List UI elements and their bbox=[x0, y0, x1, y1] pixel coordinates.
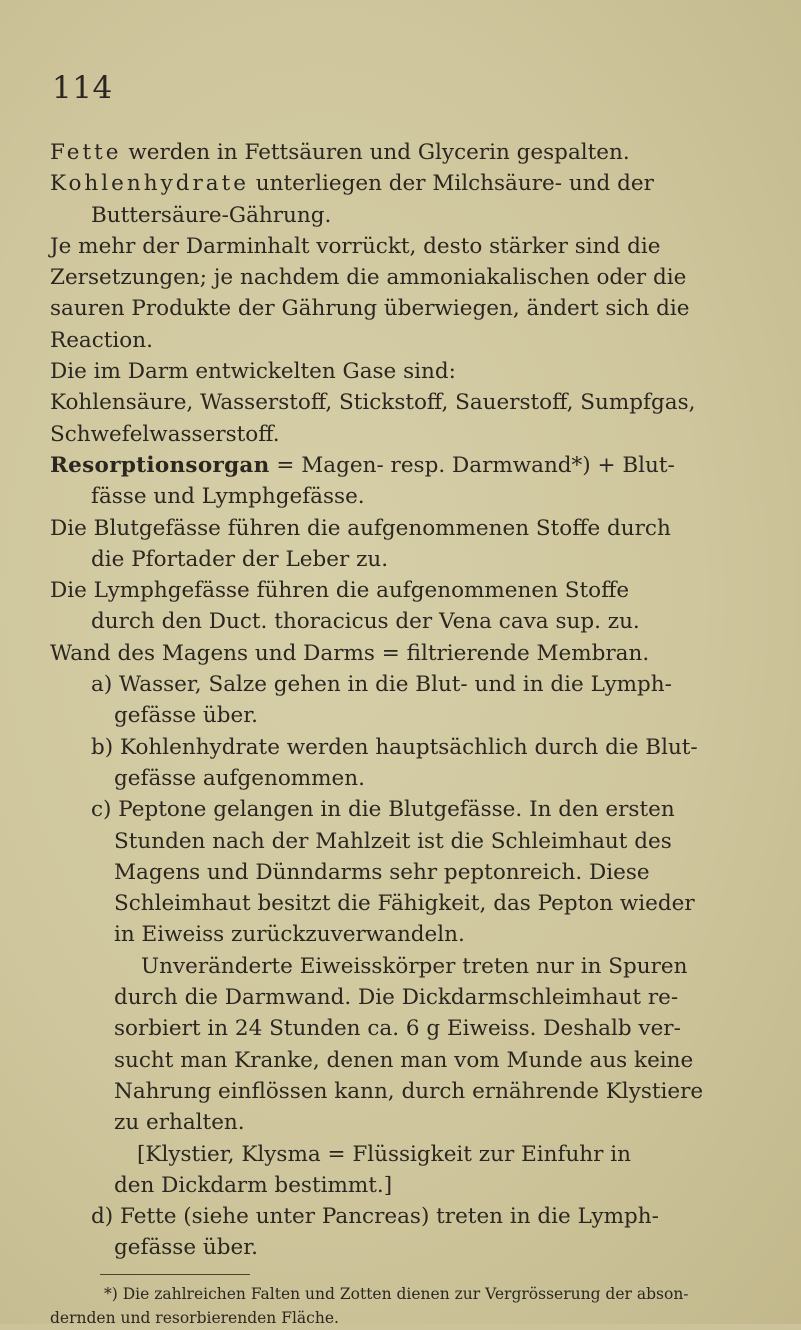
text-line: Die im Darm entwickelten Gase sind: bbox=[50, 359, 456, 385]
footnote bbox=[50, 1282, 790, 1330]
term-fette: Fette bbox=[50, 140, 122, 165]
text-line: Die Blutgefässe führen die aufgenommenen Stoffe durch bbox=[50, 515, 671, 541]
text-line: fässe und Lymphgefässe. bbox=[91, 484, 365, 510]
text-line: sucht man Kranke, denen man vom Munde aus keine bbox=[114, 1047, 694, 1073]
text-line: Resorptionsorgan = Magen- resp. Darmwand*) + Blut- bbox=[50, 452, 675, 478]
text-line: den Dickdarm bestimmt.] bbox=[114, 1172, 393, 1198]
text-line: gefässe aufgenommen. bbox=[114, 765, 365, 791]
text-line: Stunden nach der Mahlzeit ist die Schleimhaut des bbox=[114, 828, 672, 854]
term-kohlenhydrate: Kohlenhydrate bbox=[50, 171, 249, 197]
page-text bbox=[50, 137, 790, 1264]
text-line: Die Lymphgefässe führen die aufgenommenen Stoffe bbox=[50, 578, 630, 604]
text-line: sauren Produkte der Gährung überwiegen, ändert sich die bbox=[50, 296, 690, 322]
text-line: Nahrung einflössen kann, durch ernährende Klystiere bbox=[114, 1078, 704, 1104]
page-number: 114 bbox=[52, 70, 113, 106]
text-line: Schleimhaut besitzt die Fähigkeit, das Pepton wieder bbox=[114, 891, 695, 917]
text-line: Schwefelwasserstoff. bbox=[50, 421, 280, 447]
text-line: [Klystier, Klysma = Flüssigkeit zur Einfuhr in bbox=[137, 1141, 631, 1167]
list-item-b: b) Kohlenhydrate werden hauptsächlich durch die Blut- bbox=[91, 734, 698, 760]
text-line: Buttersäure-Gährung. bbox=[91, 202, 332, 228]
text-line: Je mehr der Darminhalt vorrückt, desto stärker sind die bbox=[50, 233, 661, 259]
text-line: Magens und Dünndarms sehr peptonreich. Diese bbox=[114, 859, 650, 885]
footnote-line: dernden und resorbierenden Fläche. bbox=[50, 1308, 339, 1327]
text-line: Kohlenhydrate unterliegen der Milchsäure- und der bbox=[50, 171, 654, 197]
text-line: Kohlensäure, Wasserstoff, Stickstoff, Sauerstoff, Sumpfgas, bbox=[50, 390, 696, 416]
footnote-rule bbox=[100, 1274, 250, 1275]
text-line: gefässe über. bbox=[114, 1235, 258, 1261]
text-line: zu erhalten. bbox=[114, 1110, 245, 1136]
text-line: durch den Duct. thoracicus der Vena cava sup. zu. bbox=[91, 609, 640, 635]
text-line: sorbiert in 24 Stunden ca. 6 g Eiweiss. Deshalb ver- bbox=[114, 1016, 681, 1042]
text-line: gefässe über. bbox=[114, 703, 258, 729]
text-line: durch die Darmwand. Die Dickdarmschleimhaut re- bbox=[114, 985, 679, 1011]
list-item-d: d) Fette (siehe unter Pancreas) treten in die Lymph- bbox=[91, 1204, 659, 1230]
list-item-a: a) Wasser, Salze gehen in die Blut- und in die Lymph- bbox=[91, 672, 672, 698]
text-line: Zersetzungen; je nachdem die ammoniakalischen oder die bbox=[50, 265, 687, 291]
text-line: Unveränderte Eiweisskörper treten nur in Spuren bbox=[141, 953, 688, 979]
heading-resorptionsorgan: Resorptionsorgan bbox=[50, 452, 270, 478]
text-line: Fette werden in Fettsäuren und Glycerin gespalten. bbox=[50, 140, 630, 165]
footnote-line: *) Die zahlreichen Falten und Zotten dienen zur Vergrösserung der abson- bbox=[104, 1284, 689, 1303]
text-line: die Pfortader der Leber zu. bbox=[91, 546, 389, 572]
text-line: Wand des Magens und Darms = filtrierende Membran. bbox=[50, 640, 650, 666]
list-item-c: c) Peptone gelangen in die Blutgefässe. In den ersten bbox=[91, 797, 675, 823]
text-line: Reaction. bbox=[50, 327, 153, 353]
text-line: in Eiweiss zurückzuverwandeln. bbox=[114, 922, 465, 948]
